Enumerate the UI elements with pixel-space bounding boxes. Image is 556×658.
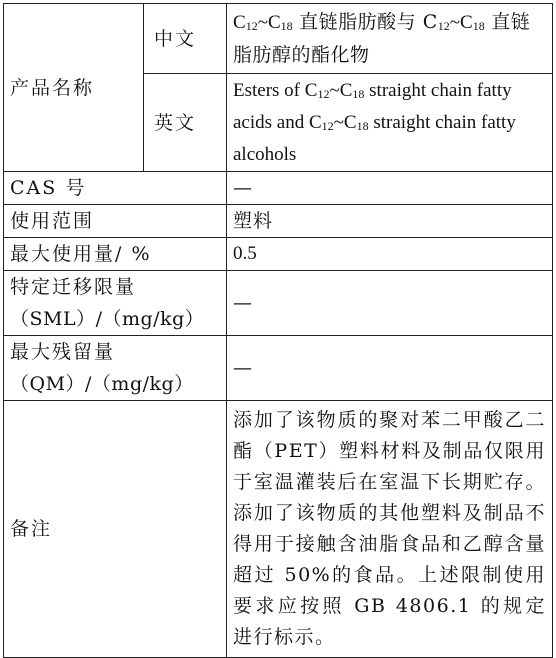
scope-value: 塑料 — [227, 205, 553, 238]
chinese-name-value: $C_{12}\sim C_{18}$ 直链脂肪酸与 $C_{12}\sim C_{18}$ 直链脂肪醇的酯化物 — [227, 4, 553, 74]
sml-label — [4, 271, 227, 336]
qm-label-line2: （QM）/（mg/kg） — [10, 373, 194, 395]
max-use-label: 最大使用量/ % — [4, 238, 227, 271]
remarks-row — [4, 401, 553, 658]
sml-label-line1: 特定迁移限量 — [10, 276, 137, 298]
english-name-value: Esters of $C_{12}\sim C_{18}$ straight chain fatty acids and $C_{12}\sim C_{18}$ straight chain fatty alcohols — [227, 74, 553, 172]
sml-row — [4, 271, 553, 336]
product-name-chinese-row — [4, 4, 553, 74]
remarks-label: 备注 — [4, 401, 227, 658]
cas-label: CAS 号 — [4, 172, 227, 205]
qm-row — [4, 336, 553, 401]
cas-row — [4, 172, 553, 205]
qm-label — [4, 336, 227, 401]
cas-value: — — [227, 172, 553, 205]
remarks-value: 添加了该物质的聚对苯二甲酸乙二酯（PET）塑料材料及制品仅限用于室温灌装后在室温下长期贮存。添加了该物质的其他塑料及制品不得用于接触含油脂食品和乙醇含量超过 50%的食品。上述限制使用要求应按照 GB 4806.1 的规定进行标示。 — [227, 401, 553, 658]
substance-table — [3, 3, 553, 658]
scope-row — [4, 205, 553, 238]
scope-label: 使用范围 — [4, 205, 227, 238]
chinese-label: 中文 — [144, 4, 227, 74]
max-use-row — [4, 238, 553, 271]
english-label: 英文 — [144, 74, 227, 172]
qm-label-line1: 最大残留量 — [10, 341, 116, 363]
qm-value: — — [227, 336, 553, 401]
sml-label-line2: （SML）/（mg/kg） — [10, 308, 205, 330]
max-use-value: 0.5 — [227, 238, 553, 271]
product-name-label: 产品名称 — [4, 4, 144, 172]
sml-value: — — [227, 271, 553, 336]
